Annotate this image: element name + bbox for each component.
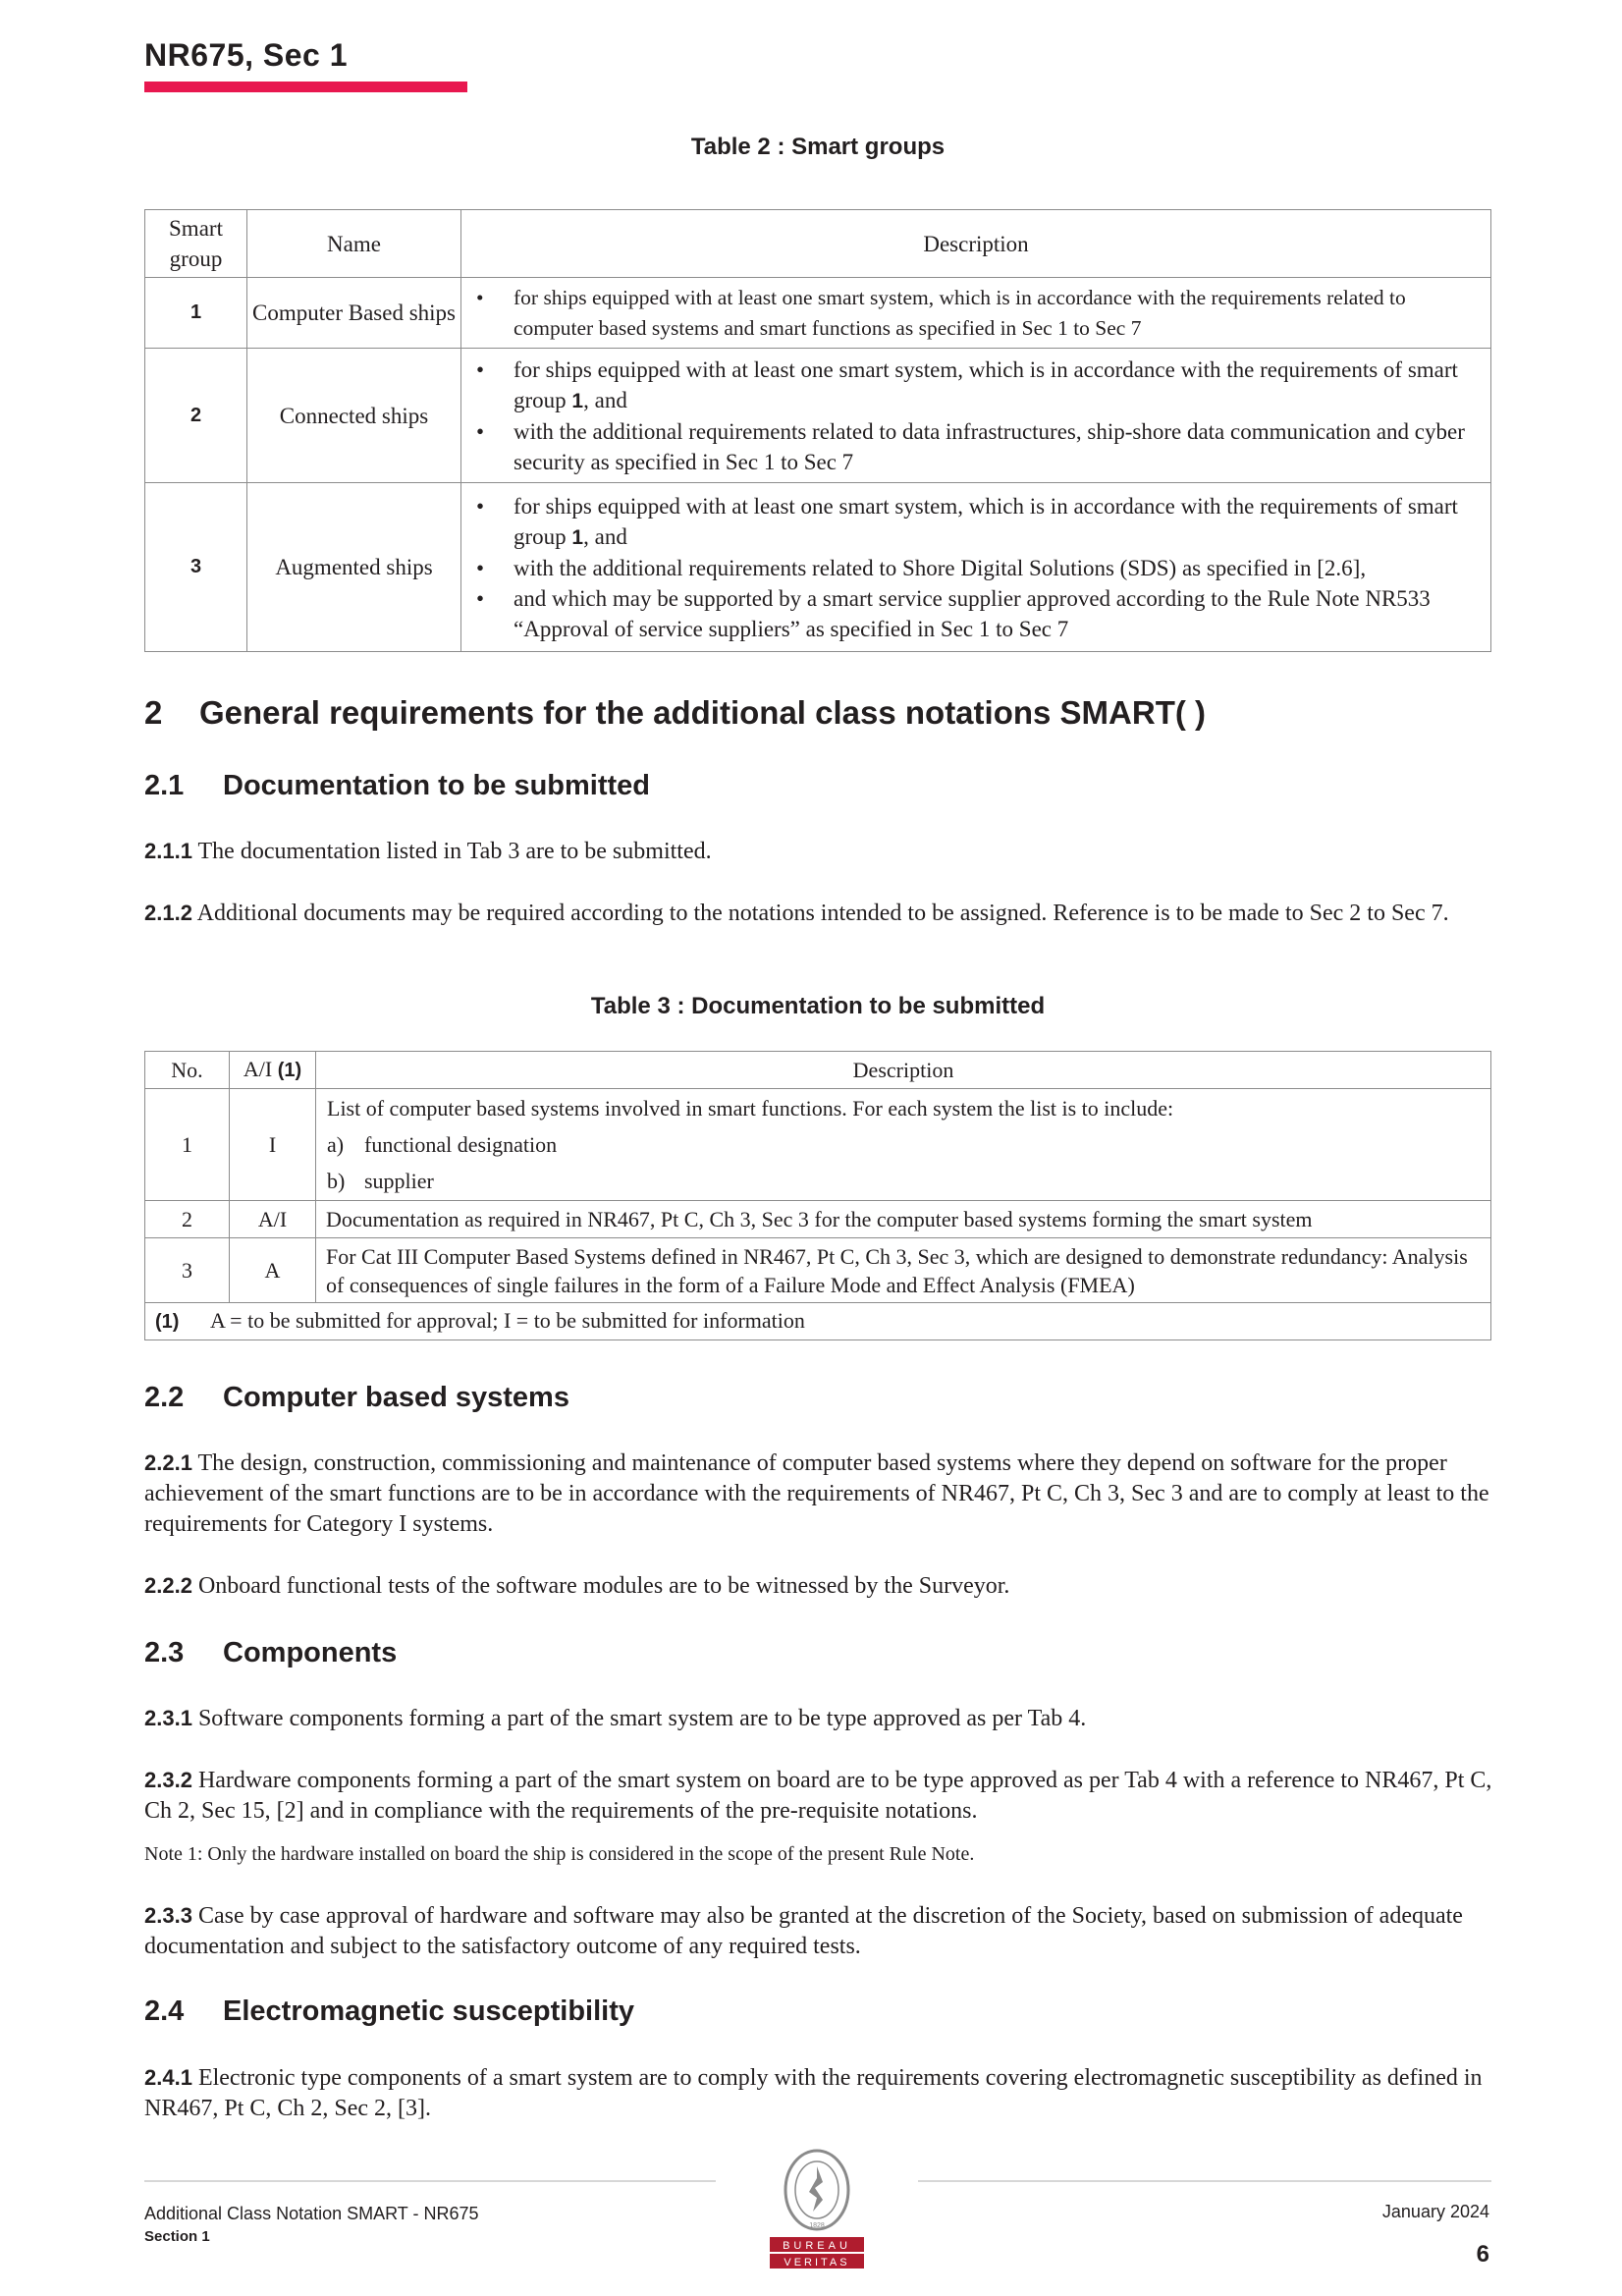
doc-number: 3: [145, 1238, 230, 1303]
header-accent-bar: [144, 82, 467, 92]
section-2-1-heading: 2.1 Documentation to be submitted: [144, 770, 650, 801]
paragraph-2-2-2: 2.2.2 Onboard functional tests of the software modules are to be witnessed by the Surveyor.: [144, 1573, 1010, 1599]
logo-text-veritas: VERITAS: [784, 2257, 850, 2269]
group-name: Connected ships: [247, 349, 461, 483]
description-bullet: • with the additional requirements related to data infrastructures, ship-shore data communication and cyber security as specified in Sec 1 to Sec 7: [462, 416, 1484, 477]
table-header-row: [145, 1052, 1491, 1089]
page-header-title: NR675, Sec 1: [144, 37, 349, 73]
doc-ai: I: [230, 1089, 316, 1201]
paragraph-2-3-3: 2.3.3 Case by case approval of hardware and software may also be granted at the discretion of the Society, based on submission of adequate documentation and subject to the satisfactory outcome of any required tests.: [144, 1903, 1463, 1959]
description-bullet: • for ships equipped with at least one smart system, which is in accordance with the requirements related to computer based systems and smart functions as specified in Sec 1 to Sec 7: [462, 283, 1484, 344]
paragraph-2-1-1: 2.1.1 The documentation listed in Tab 3 are to be submitted.: [144, 839, 712, 864]
bureau-veritas-logo: [768, 2149, 866, 2270]
table-row: [145, 1201, 1491, 1238]
section-2-2-heading: 2.2 Computer based systems: [144, 1382, 569, 1413]
doc-description: List of computer based systems involved in smart functions. For each system the list is to include: a) functional designation b) supplier: [316, 1089, 1491, 1201]
group-description: [461, 349, 1491, 483]
section-2-3-heading: 2.3 Components: [144, 1637, 398, 1668]
table-header-row: [145, 210, 1491, 278]
table-3-caption: Table 3 : Documentation to be submitted: [590, 993, 1046, 1019]
paragraph-2-3-1: 2.3.1 Software components forming a part of the smart system are to be type approved as per Tab 4.: [144, 1706, 1087, 1731]
description-bullet: • for ships equipped with at least one smart system, which is in accordance with the requirements of smart group 1, and: [462, 491, 1484, 553]
group-name: Augmented ships: [247, 483, 461, 652]
table-2-caption: Table 2 : Smart groups: [690, 134, 946, 160]
paragraph-2-3-2: 2.3.2 Hardware components forming a part of the smart system on board are to be type approved as per Tab 4 with a reference to NR467, Pt C, Ch 2, Sec 15, [2] and in compliance with the requirements of the pre-requisite notations.: [144, 1768, 1492, 1824]
col-header-smart-group: Smart group: [145, 210, 247, 278]
table-row: [145, 349, 1491, 483]
col-header-name: Name: [247, 210, 461, 278]
description-bullet: • and which may be supported by a smart service supplier approved according to the Rule Note NR533 “Approval of service suppliers” as specified in Sec 1 to Sec 7: [462, 583, 1484, 644]
doc-description: For Cat III Computer Based Systems defined in NR467, Pt C, Ch 3, Sec 3, which are designed to demonstrate redundancy: Analysis of consequences of single failures in the form of a Failure Mode and Effect Analysis (FMEA): [316, 1238, 1491, 1303]
section-2-heading: 2 General requirements for the additional class notations SMART( ): [144, 694, 1206, 731]
doc-ai: A/I: [230, 1201, 316, 1238]
section-2-4-heading: 2.4 Electromagnetic susceptibility: [144, 1995, 635, 2027]
col-header-no: No.: [145, 1052, 230, 1089]
group-number: 1: [145, 278, 247, 349]
table-row: [145, 278, 1491, 349]
col-header-description: Description: [316, 1052, 1491, 1089]
table-footnote-row: [145, 1303, 1491, 1340]
group-description: [461, 483, 1491, 652]
footer-divider-right: [918, 2180, 1491, 2182]
logo-year: 1828: [809, 2222, 825, 2229]
col-header-ai: A/I (1): [230, 1052, 316, 1089]
table-row: [145, 1089, 1491, 1201]
page-number: 6: [1476, 2241, 1489, 2268]
table-3-documentation: [144, 1051, 1491, 1340]
footer-document-info: [144, 2202, 479, 2249]
table-footnote: (1) A = to be submitted for approval; I = to be submitted for information: [145, 1303, 1491, 1340]
footer-divider-left: [144, 2180, 716, 2182]
footer-section: Section 1: [144, 2228, 210, 2245]
group-number: 3: [145, 483, 247, 652]
paragraph-2-4-1: 2.4.1 Electronic type components of a smart system are to comply with the requirements covering electromagnetic susceptibility as defined in NR467, Pt C, Ch 2, Sec 2, [3].: [144, 2065, 1483, 2121]
note-1: Note 1: Only the hardware installed on board the ship is considered in the scope of the present Rule Note.: [144, 1843, 975, 1865]
description-bullet: • for ships equipped with at least one smart system, which is in accordance with the requirements of smart group 1, and: [462, 355, 1484, 416]
group-description: [461, 278, 1491, 349]
doc-ai: A: [230, 1238, 316, 1303]
group-number: 2: [145, 349, 247, 483]
doc-number: 2: [145, 1201, 230, 1238]
list-item: b) supplier: [327, 1169, 434, 1193]
group-name: Computer Based ships: [247, 278, 461, 349]
logo-text-bureau: BUREAU: [783, 2240, 851, 2252]
table-2-smart-groups: [144, 209, 1491, 652]
footer-date: January 2024: [1381, 2202, 1489, 2221]
paragraph-2-2-1: 2.2.1 The design, construction, commissioning and maintenance of computer based systems where they depend on software for the proper achievement of the smart functions are to be in accordance with the requirements of NR467, Pt C, Ch 3, Sec 3 and are to comply at least to the requirements for Category I systems.: [144, 1450, 1489, 1537]
footer-document-title: Additional Class Notation SMART - NR675: [144, 2204, 479, 2223]
list-item: a) functional designation: [327, 1132, 558, 1157]
col-header-description: Description: [461, 210, 1491, 278]
doc-number: 1: [145, 1089, 230, 1201]
paragraph-2-1-2: 2.1.2 Additional documents may be required according to the notations intended to be assigned. Reference is to be made to Sec 2 to Sec 7.: [144, 901, 1449, 926]
description-bullet: • with the additional requirements related to Shore Digital Solutions (SDS) as specified in [2.6],: [462, 553, 1484, 583]
table-row: [145, 1238, 1491, 1303]
table-row: [145, 483, 1491, 652]
doc-description: Documentation as required in NR467, Pt C, Ch 3, Sec 3 for the computer based systems forming the smart system: [316, 1201, 1491, 1238]
